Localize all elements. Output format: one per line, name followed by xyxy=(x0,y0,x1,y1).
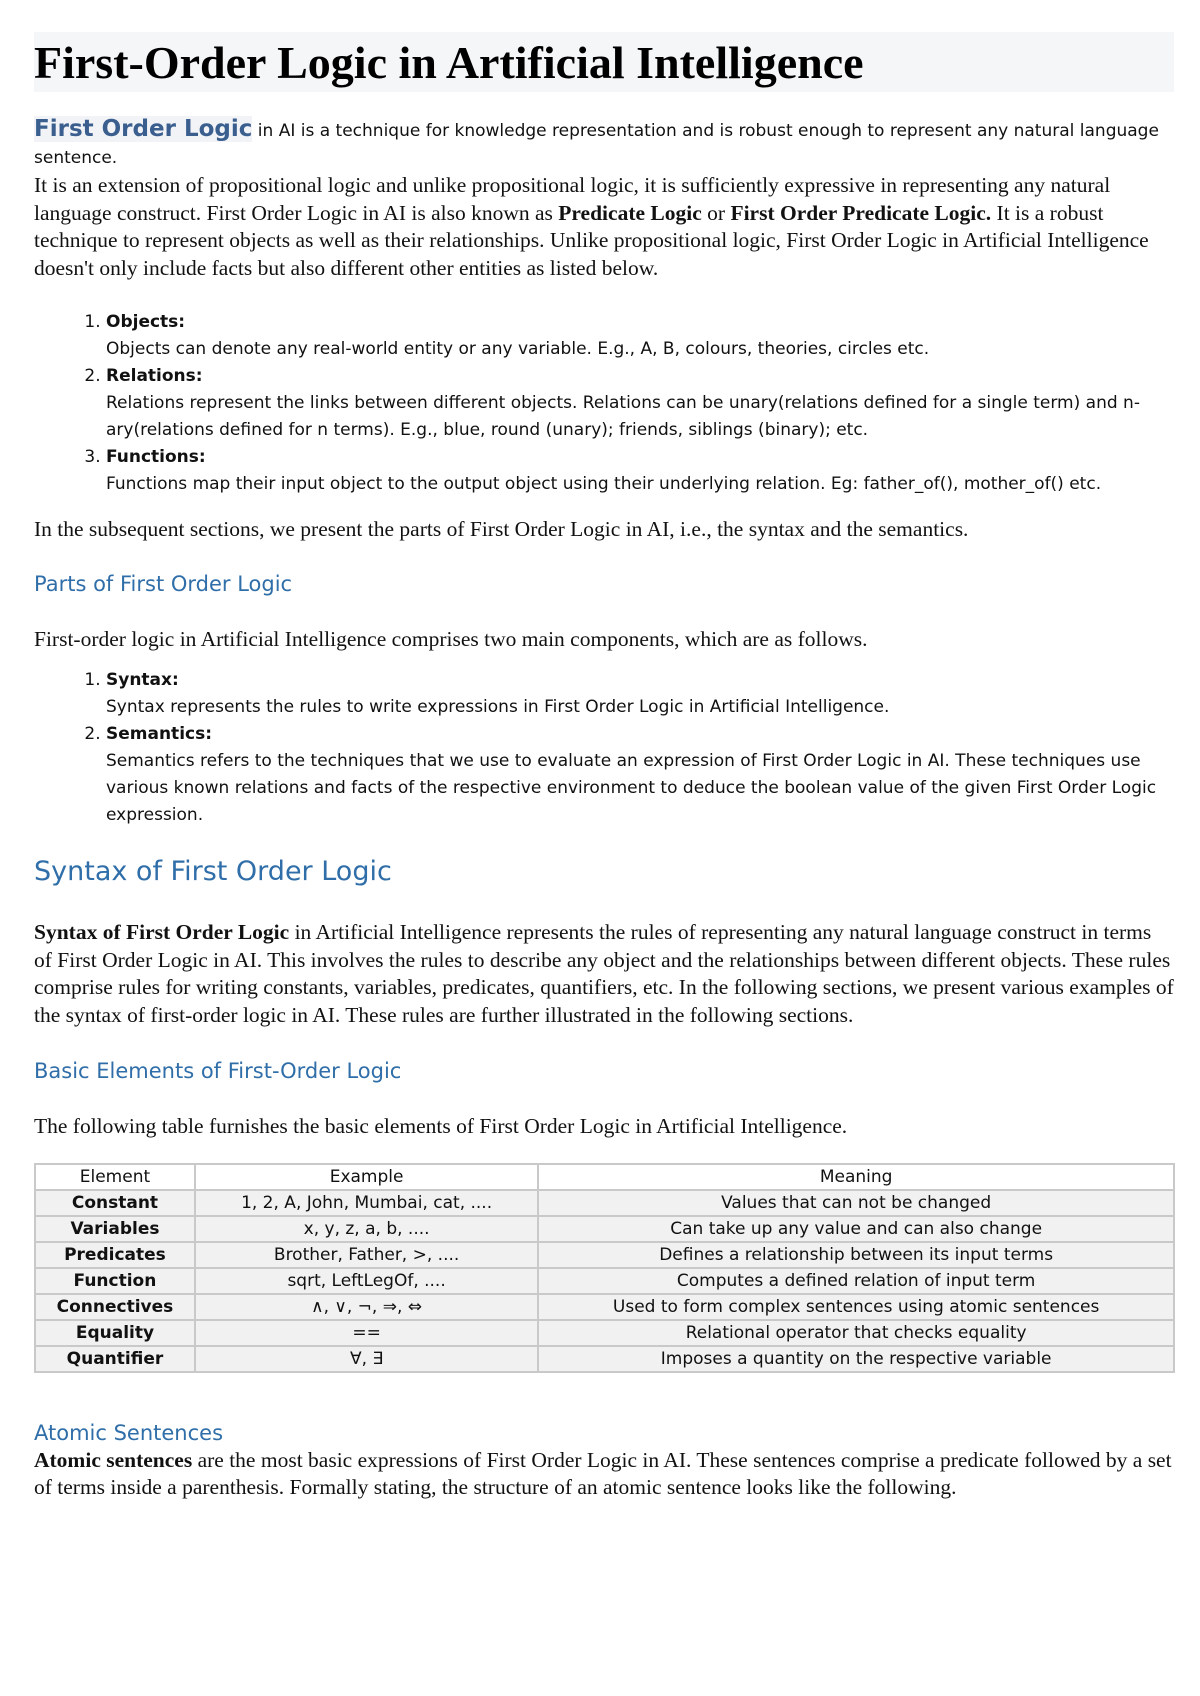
list-item xyxy=(106,667,1174,721)
table-cell-example: Brother, Father, >, .... xyxy=(195,1242,538,1268)
table-row xyxy=(35,1268,1174,1294)
list-item-desc: Semantics refers to the techniques that we use to evaluate an expression of First Order Logic in AI. These techniques use various known relations and facts of the respective environment to deduce the boolean value of the given First Order Logic expression. xyxy=(106,751,1157,825)
table-cell-meaning: Can take up any value and can also change xyxy=(538,1216,1174,1242)
title-band xyxy=(34,32,1174,92)
table-cell-example: ∧, ∨, ¬, ⇒, ⇔ xyxy=(195,1294,538,1320)
intro-bold-fopl: First Order Predicate Logic. xyxy=(730,200,992,225)
list-item-term: 1. Objects: xyxy=(106,312,186,332)
list-item xyxy=(106,363,1174,444)
syntax-heading: Syntax of First Order Logic xyxy=(34,856,392,887)
syntax-text: in Artificial Intelligence represents the rules of representing any natural language construct in terms of First Order Logic in AI. This involves the rules to describe any object and the relationships between different objects. These rules comprise rules for writing constants, variables, predicates, quantifiers, etc. In the following sections, we present various examples of the syntax of first-order logic in AI. These rules are further illustrated in the following sections. xyxy=(34,920,1174,1027)
table-header-example: Example xyxy=(195,1164,538,1190)
list-item-term: 2. Semantics: xyxy=(106,724,213,744)
table-header-meaning: Meaning xyxy=(538,1164,1174,1190)
intro-paragraph-2 xyxy=(34,172,1174,282)
list-item-desc: Functions map their input object to the output object using their underlying relation. Eg: father_of(), mother_of() etc. xyxy=(106,474,1102,494)
list-item-desc: Syntax represents the rules to write expressions in First Order Logic in Artificial Intelligence. xyxy=(106,697,890,717)
intro-text-a: It is an extension of propositional logic and unlike propositional logic, it is sufficiently expressive in representing any natural language construct. First Order Logic in AI is also known as xyxy=(34,173,1111,225)
table-cell-meaning: Relational operator that checks equality xyxy=(538,1320,1174,1346)
basic-elements-table xyxy=(34,1163,1175,1373)
table-row xyxy=(35,1242,1174,1268)
document-page xyxy=(34,32,1174,1502)
table-header-row xyxy=(35,1164,1174,1190)
table-cell-example: 1, 2, A, John, Mumbai, cat, .... xyxy=(195,1190,538,1216)
table-header-element: Element xyxy=(35,1164,195,1190)
subsequent-paragraph: In the subsequent sections, we present the parts of First Order Logic in AI, i.e., the syntax and the semantics. xyxy=(34,517,969,541)
intro-lead-rest: in AI is a technique for knowledge representation and is robust enough to represent any natural language sentence. xyxy=(34,121,1159,168)
table-cell-meaning: Values that can not be changed xyxy=(538,1190,1174,1216)
entities-list xyxy=(34,309,1174,498)
intro-paragraph xyxy=(34,116,1174,172)
table-row xyxy=(35,1216,1174,1242)
table-row xyxy=(35,1320,1174,1346)
parts-list xyxy=(34,667,1174,829)
table-cell-meaning: Computes a defined relation of input term xyxy=(538,1268,1174,1294)
table-cell-element: Equality xyxy=(35,1320,195,1346)
table-cell-example: ∀, ∃ xyxy=(195,1346,538,1372)
parts-heading: Parts of First Order Logic xyxy=(34,571,293,596)
table-cell-element: Quantifier xyxy=(35,1346,195,1372)
table-cell-example: x, y, z, a, b, .... xyxy=(195,1216,538,1242)
intro-text-c: It is a robust technique to represent objects as well as their relationships. Unlike propositional logic, First Order Logic in Artificial Intelligence doesn't only include facts but also different other entities as listed below. xyxy=(34,200,1149,280)
atomic-bold-term: Atomic sentences xyxy=(34,1447,193,1472)
table-cell-element: Connectives xyxy=(35,1294,195,1320)
table-cell-meaning: Defines a relationship between its input terms xyxy=(538,1242,1174,1268)
table-cell-meaning: Used to form complex sentences using atomic sentences xyxy=(538,1294,1174,1320)
syntax-paragraph xyxy=(34,919,1174,1029)
list-item-desc: Objects can denote any real-world entity or any variable. E.g., A, B, colours, theories, circles etc. xyxy=(106,339,930,359)
intro-bold-predicate-logic: Predicate Logic xyxy=(558,200,702,225)
list-item xyxy=(106,721,1174,829)
table-cell-element: Constant xyxy=(35,1190,195,1216)
table-cell-element: Function xyxy=(35,1268,195,1294)
syntax-bold-term: Syntax of First Order Logic xyxy=(34,920,290,944)
table-cell-meaning: Imposes a quantity on the respective variable xyxy=(538,1346,1174,1372)
parts-intro: First-order logic in Artificial Intelligence comprises two main components, which are as follows. xyxy=(34,626,868,651)
list-item-desc: Relations represent the links between different objects. Relations can be unary(relations defined for a single term) and n-ary(relations defined for n terms). E.g., blue, round (unary); friends, siblings (binary); etc. xyxy=(106,393,1140,440)
table-row xyxy=(35,1190,1174,1216)
basic-elements-intro: The following table furnishes the basic elements of First Order Logic in Artificial Intelligence. xyxy=(34,1114,848,1138)
table-row xyxy=(35,1346,1174,1372)
list-item-term: 3. Functions: xyxy=(106,447,206,467)
intro-lead-term: First Order Logic xyxy=(34,116,253,142)
table-cell-element: Predicates xyxy=(35,1242,195,1268)
table-cell-element: Variables xyxy=(35,1216,195,1242)
table-row xyxy=(35,1294,1174,1320)
list-item xyxy=(106,309,1174,363)
atomic-sentences-paragraph xyxy=(34,1447,1174,1502)
list-item-term: 2. Relations: xyxy=(106,366,203,386)
list-item xyxy=(106,444,1174,498)
intro-text-or: or xyxy=(701,200,731,225)
table-cell-example: sqrt, LeftLegOf, .... xyxy=(195,1268,538,1294)
atomic-sentences-heading: Atomic Sentences xyxy=(34,1420,224,1445)
list-item-term: 1. Syntax: xyxy=(106,670,179,690)
basic-elements-heading: Basic Elements of First-Order Logic xyxy=(34,1059,402,1083)
table-cell-example: == xyxy=(195,1320,538,1346)
atomic-text: are the most basic expressions of First Order Logic in AI. These sentences comprise a predicate followed by a set of terms inside a parenthesis. Formally stating, the structure of an atomic sentence looks like the following. xyxy=(34,1447,1172,1499)
page-title: First-Order Logic in Artificial Intelligence xyxy=(34,37,864,88)
